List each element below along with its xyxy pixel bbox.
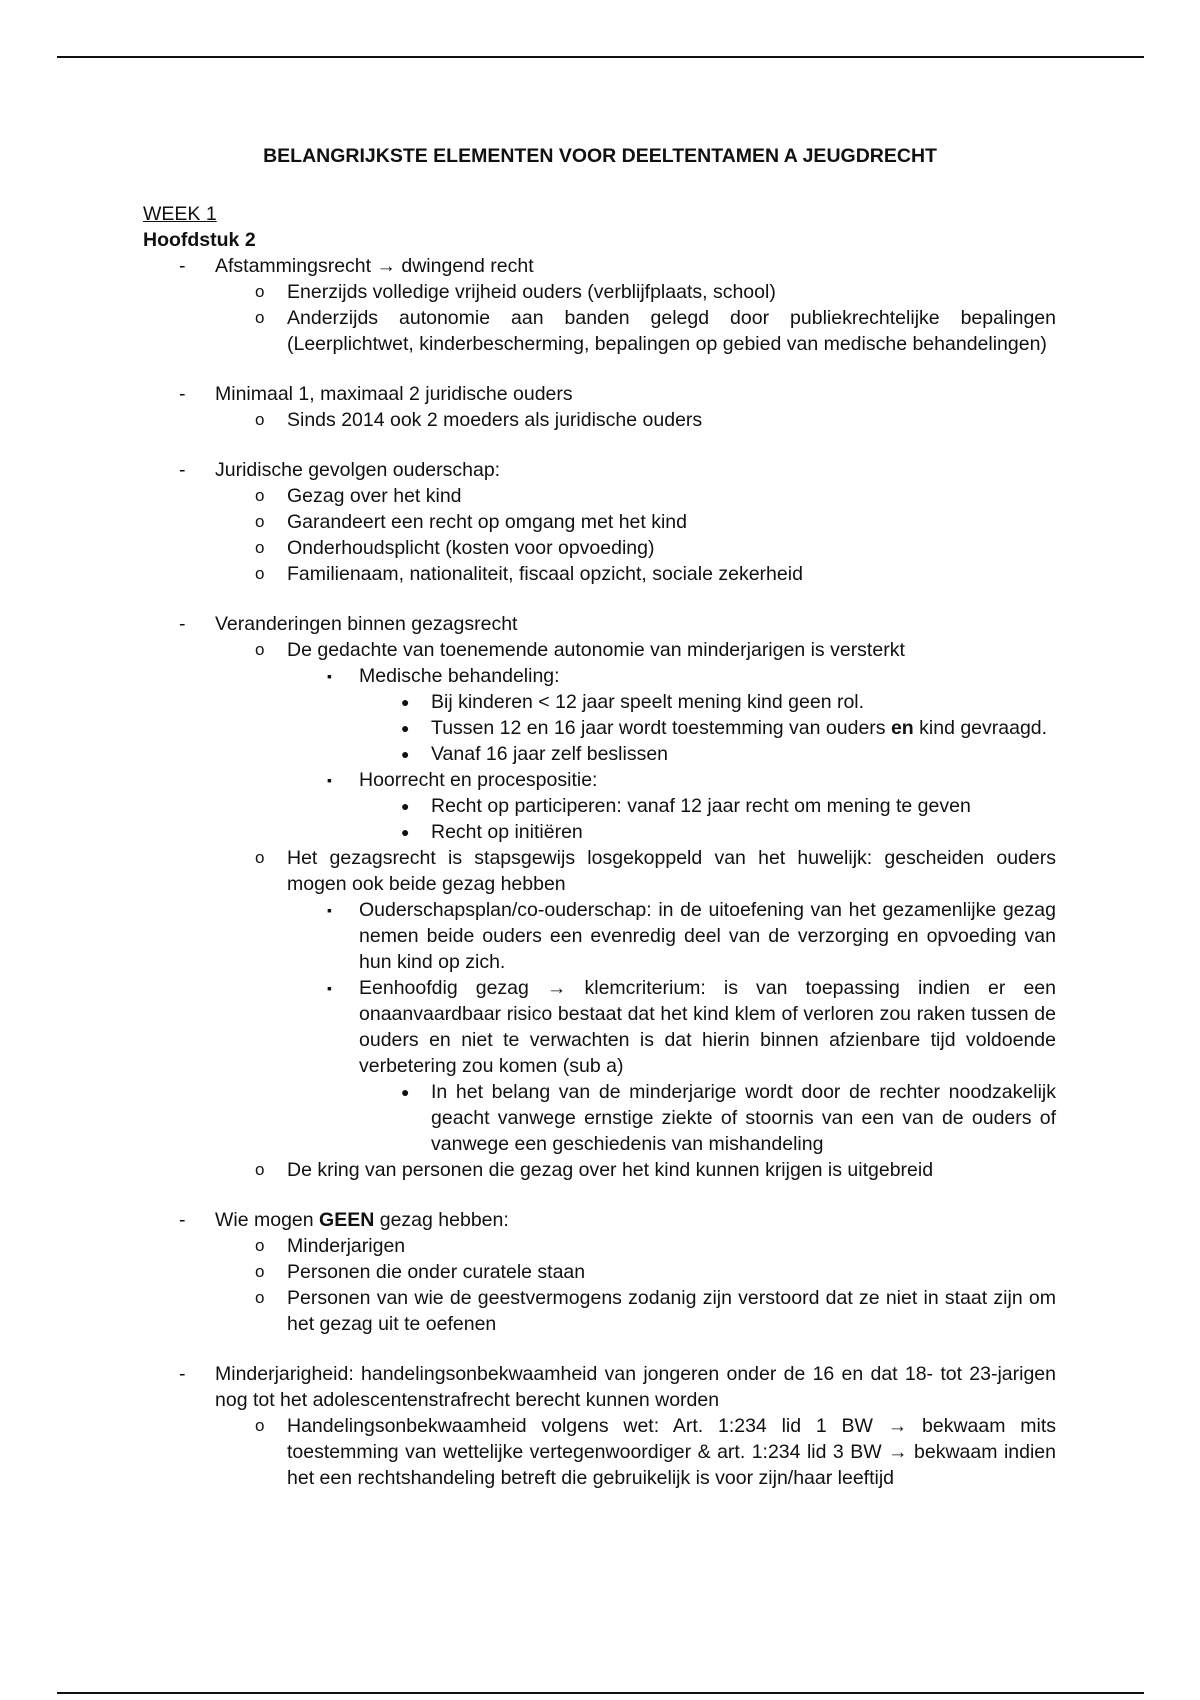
item-text: Ouderschapsplan/co-ouderschap: in de uitoefening van het gezamenlijke gezag nemen beide ouders een evenredig deel van de verzorging en opvoeding van hun kind op zich. [359, 899, 1056, 973]
square-bullet: ▪ [327, 902, 332, 918]
dot-bullet: ● [401, 720, 410, 736]
item-text: Hoorrecht en procespositie: [359, 769, 598, 791]
item-text: Eenhoofdig gezag → klemcriterium: is van toepassing indien er een onaanvaardbaar risico bestaat dat het kind klem of verloren zou raken tussen de ouders en niet te verwachten is dat hierin binnen afzienbare tijd voldoende verbetering zou komen (sub a) [359, 977, 1056, 1077]
item-text: De gedachte van toenemende autonomie van minderjarigen is versterkt [287, 639, 905, 661]
list-item [359, 793, 1056, 819]
item-text: Bij kinderen < 12 jaar speelt mening kind geen rol. [431, 691, 865, 713]
dash-bullet: - [179, 1363, 186, 1385]
circle-bullet: o [255, 848, 265, 867]
list-item [215, 1259, 1056, 1285]
top-rule [57, 56, 1144, 58]
list-item [215, 1233, 1056, 1259]
item-text: Minderjarigen [287, 1235, 406, 1257]
list-item [143, 457, 1056, 587]
item-text: Vanaf 16 jaar zelf beslissen [431, 743, 669, 765]
dash-bullet: - [179, 613, 186, 635]
item-text: Anderzijds autonomie aan banden gelegd door publiekrechtelijke bepalingen (Leerplichtwet, kinderbescherming, bepalingen op gebied van medische behandelingen) [287, 307, 1056, 355]
list-item [215, 1413, 1056, 1491]
dash-bullet: - [179, 383, 186, 405]
list-item [359, 715, 1056, 741]
list-item [215, 305, 1056, 357]
item-text: In het belang van de minderjarige wordt door de rechter noodzakelijk geacht vanwege ernstige ziekte of stoornis van een van de ouders of vanwege een geschiedenis van mishandeling [431, 1081, 1056, 1155]
circle-bullet: o [255, 512, 265, 531]
item-text: Garandeert een recht op omgang met het kind [287, 511, 687, 533]
dash-bullet: - [179, 1209, 186, 1231]
list-item [143, 381, 1056, 433]
item-text: Minderjarigheid: handelingsonbekwaamheid van jongeren onder de 16 en dat 18- tot 23-jarigen nog tot het adolescentenstrafrecht berecht kunnen worden [215, 1363, 1056, 1411]
list-item [215, 1285, 1056, 1337]
circle-bullet: o [255, 538, 265, 557]
list-item [287, 767, 1056, 845]
dot-bullet: ● [401, 746, 410, 762]
list-item [215, 561, 1056, 587]
list-item [287, 897, 1056, 975]
list-item [215, 637, 1056, 845]
item-text: Recht op initiëren [431, 821, 583, 843]
emphasis-en: en [890, 717, 914, 739]
item-text: Onderhoudsplicht (kosten voor opvoeding) [287, 537, 655, 559]
circle-bullet: o [255, 1416, 265, 1435]
item-text: Het gezagsrecht is stapsgewijs losgekoppeld van het huwelijk: gescheiden ouders mogen ook beide gezag hebben [287, 847, 1056, 895]
dash-bullet: - [179, 255, 186, 277]
item-text: Afstammingsrecht → dwingend recht [215, 255, 534, 277]
circle-bullet: o [255, 1262, 265, 1281]
item-text: Handelingsonbekwaamheid volgens wet: Art. 1:234 lid 1 BW → bekwaam mits toestemming van wettelijke vertegenwoordiger & art. 1:234 lid 3 BW → bekwaam indien het een rechtshandeling betreft die gebruikelijk is voor zijn/haar leeftijd [287, 1415, 1056, 1489]
item-text: Enerzijds volledige vrijheid ouders (verblijfplaats, school) [287, 281, 776, 303]
list-item [359, 741, 1056, 767]
circle-bullet: o [255, 1236, 265, 1255]
item-text: gezag hebben: [374, 1209, 509, 1231]
main-list [143, 253, 1056, 1491]
document-body [143, 143, 1056, 1491]
item-text: Sinds 2014 ook 2 moeders als juridische ouders [287, 409, 703, 431]
item-text: kind gevraagd. [913, 717, 1048, 739]
circle-bullet: o [255, 640, 265, 659]
circle-bullet: o [255, 1160, 265, 1179]
list-item [359, 819, 1056, 845]
item-text: Veranderingen binnen gezagsrecht [215, 613, 518, 635]
list-item [215, 535, 1056, 561]
circle-bullet: o [255, 308, 265, 327]
list-item [359, 689, 1056, 715]
item-text: Tussen 12 en 16 jaar wordt toestemming van ouders [431, 717, 891, 739]
list-item [215, 279, 1056, 305]
bottom-rule [57, 1692, 1144, 1694]
circle-bullet: o [255, 410, 265, 429]
square-bullet: ▪ [327, 980, 332, 996]
item-text: Gezag over het kind [287, 485, 462, 507]
circle-bullet: o [255, 564, 265, 583]
dash-bullet: - [179, 459, 186, 481]
list-item [215, 509, 1056, 535]
list-item [287, 663, 1056, 767]
item-text: Personen die onder curatele staan [287, 1261, 586, 1283]
document-title: BELANGRIJKSTE ELEMENTEN VOOR DEELTENTAMEN A JEUGDRECHT [263, 145, 937, 167]
chapter-heading: Hoofdstuk 2 [143, 229, 256, 251]
item-text: Juridische gevolgen ouderschap: [215, 459, 501, 481]
item-text: Familienaam, nationaliteit, fiscaal opzicht, sociale zekerheid [287, 563, 803, 585]
circle-bullet: o [255, 282, 265, 301]
item-text: De kring van personen die gezag over het kind kunnen krijgen is uitgebreid [287, 1159, 934, 1181]
list-item [215, 483, 1056, 509]
dot-bullet: ● [401, 798, 410, 814]
dot-bullet: ● [401, 824, 410, 840]
item-text: Personen van wie de geestvermogens zodanig zijn verstoord dat ze niet in staat zijn om het gezag uit te oefenen [287, 1287, 1056, 1335]
list-item [215, 407, 1056, 433]
circle-bullet: o [255, 1288, 265, 1307]
item-text: Minimaal 1, maximaal 2 juridische ouders [215, 383, 573, 405]
list-item [215, 1157, 1056, 1183]
list-item [359, 1079, 1056, 1157]
dot-bullet: ● [401, 694, 410, 710]
list-item [287, 975, 1056, 1157]
square-bullet: ▪ [327, 668, 332, 684]
item-text: Recht op participeren: vanaf 12 jaar recht om mening te geven [431, 795, 971, 817]
week-heading: WEEK 1 [143, 203, 217, 225]
list-item [215, 845, 1056, 1157]
item-text: Wie mogen [215, 1209, 320, 1231]
square-bullet: ▪ [327, 772, 332, 788]
list-item [143, 611, 1056, 1183]
list-item [143, 1361, 1056, 1491]
emphasis-geen: GEEN [319, 1209, 375, 1231]
list-item [143, 253, 1056, 357]
list-item [143, 1207, 1056, 1337]
item-text: Medische behandeling: [359, 665, 560, 687]
circle-bullet: o [255, 486, 265, 505]
dot-bullet: ● [401, 1084, 410, 1100]
